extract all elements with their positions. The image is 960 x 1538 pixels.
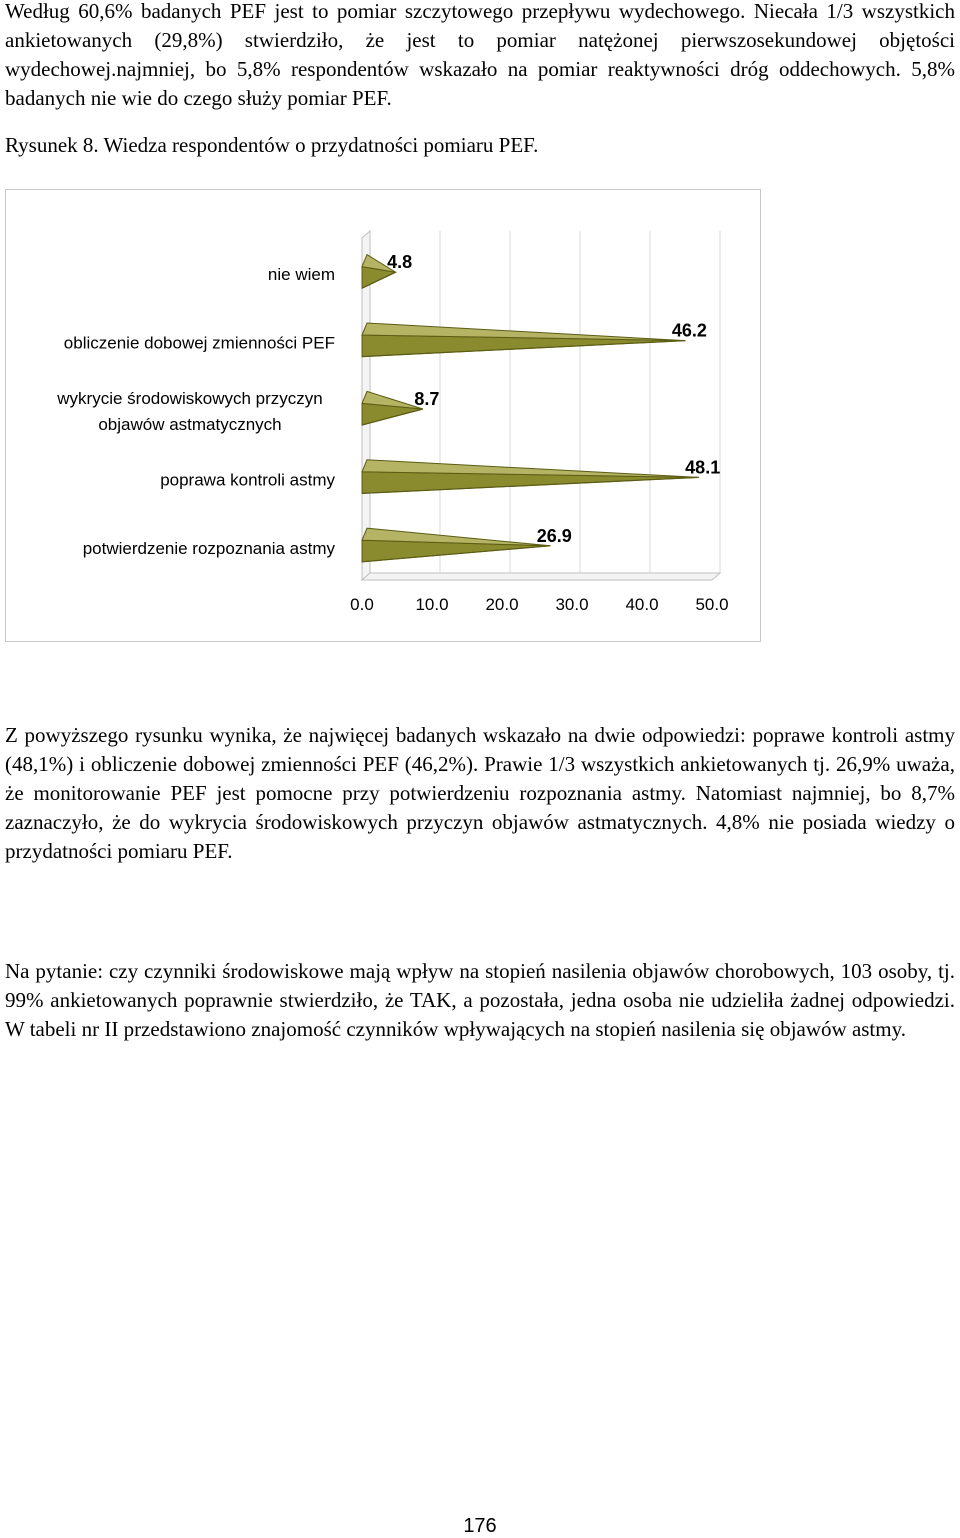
- x-axis-floor: [362, 573, 720, 580]
- category-label: nie wiem: [267, 265, 335, 285]
- page-number: 176: [463, 1515, 497, 1537]
- paragraph-chart-summary: Z powyższego rysunku wynika, że najwięcej badanych wskazało na dwie odpowiedzi: poprawe kontroli astmy (48,1%) i obliczenie dobowej zmienności PEF (46,2%). Prawie 1/3 wszystkich ankietowanych tj. 26,9% uważa, że monitorowanie PEF jest pomocne przy potwierdzeniu rozpoznania astmy. Natomiast najmniej, bo 8,7% zaznaczyło, że do wykrycia środowiskowych przyczyn objawów astmatycznych. 4,8% nie posiada wiedzy o przydatności pomiaru PEF.: [5, 723, 955, 863]
- x-tick-label: 10.0: [415, 595, 449, 614]
- category-label: objawów astmatycznych: [98, 415, 282, 434]
- figure-caption: Rysunek 8. Wiedza respondentów o przydatności pomiaru PEF.: [5, 133, 539, 157]
- bar-value-label: 4.8: [387, 252, 413, 273]
- x-tick-label: 20.0: [485, 595, 519, 614]
- paragraph-pef-definition: Według 60,6% badanych PEF jest to pomiar szczytowego przepływu wydechowego. Niecała 1/3 wszystkich ankietowanych (29,8%) stwierdziło, że jest to pomiar natężonej pierwszosekundowej objętości wydechowej.najmniej, bo 5,8% respondentów wskazało na pomiar reaktywności dróg oddechowych. 5,8% badanych nie wie do czego służy pomiar PEF.: [5, 0, 955, 110]
- bar-value-label: 8.7: [414, 389, 440, 409]
- category-label: obliczenie dobowej zmienności PEF: [63, 333, 335, 353]
- category-label: wykrycie środowiskowych przyczyn: [57, 389, 323, 408]
- x-tick-label: 50.0: [695, 595, 729, 614]
- bar-value-label: 46.2: [671, 320, 707, 341]
- category-label: potwierdzenie rozpoznania astmy: [82, 538, 335, 558]
- pef-usefulness-chart: [6, 190, 762, 643]
- chart-bars: [362, 255, 699, 562]
- chart-frame: [5, 189, 761, 642]
- paragraph-environmental-factors: Na pytanie: czy czynniki środowiskowe mają wpływ na stopień nasilenia objawów chorobowych, 103 osoby, tj. 99% ankietowanych poprawnie stwierdziło, że TAK, a pozostała, jedna osoba nie udzieliła żadnej odpowiedzi. W tabeli nr II przedstawiono znajomość czynników wpływających na stopień nasilenia się objawów astmy.: [5, 959, 955, 1041]
- x-tick-label: 0.0: [350, 595, 374, 614]
- x-tick-label: 40.0: [625, 595, 659, 614]
- category-label: poprawa kontroli astmy: [160, 470, 335, 490]
- bar-value-label: 48.1: [685, 457, 721, 478]
- bar-value-label: 26.9: [536, 525, 572, 546]
- x-tick-label: 30.0: [555, 595, 589, 614]
